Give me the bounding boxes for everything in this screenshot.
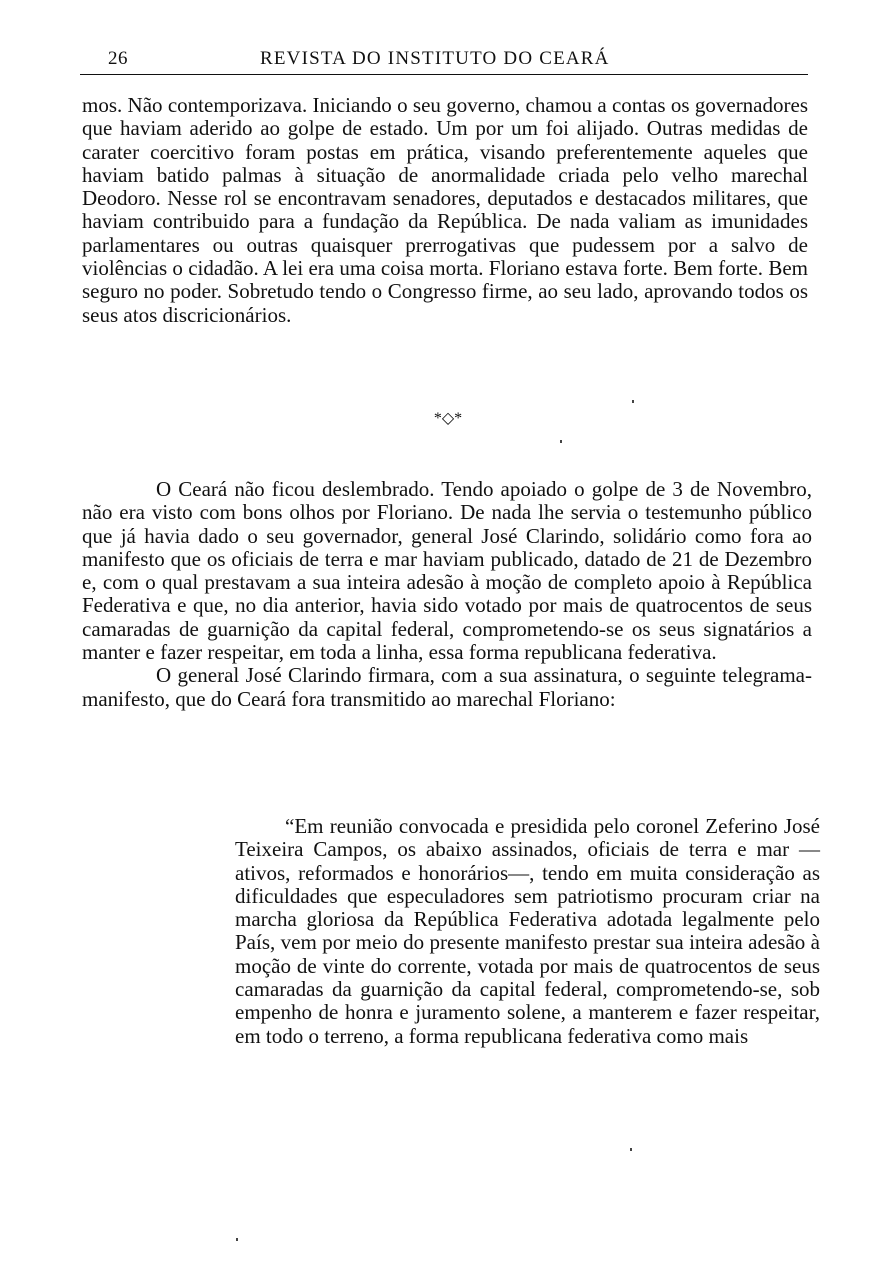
opening-paragraph-block — [82, 94, 808, 327]
telegram-quote-block — [235, 815, 820, 1048]
print-speck — [632, 400, 634, 403]
page-number: 26 — [108, 48, 128, 69]
ceara-paragraph: O Ceará não ficou deslembrado. Tendo apoiado o golpe de 3 de Novembro, não era visto com bons olhos por Floriano. De nada lhe servia o testemunho público que já havia dado o seu governador, general José Clarindo, solidário como fora ao manifesto que os oficiais de terra e mar haviam publicado, datado de 21 de Dezembro e, com o qual prestavam a sua inteira adesão à moção de completo apoio à República Federativa e que, no dia anterior, havia sido votado por mais de quatrocentos de seus camaradas de guarnição da capital federal, comprometendo-se os seus signatários a manter e fazer respeitar, em toda a linha, essa forma republicana federativa. — [82, 477, 812, 665]
page-header — [80, 44, 808, 75]
telegram-quote: “Em reunião convocada e presidida pelo coronel Zeferino José Teixeira Campos, os abaixo assinados, oficiais de terra e mar — ativos, reformados e honorários—, tendo em muita consideração as dificuldades que especuladores sem patriotismo procuram criar na marcha gloriosa da República Federativa adotada legalmente pelo País, vem por meio do presente manifesto prestar sua inteira adesão à moção de vinte do corrente, votada por mais de quatrocentos de seus camaradas da guarnição da capital federal, comprometendo-se, sob empenho de honra e juramento solene, a manterem e fazer respeitar, em todo o terreno, a forma republicana federativa como mais — [235, 814, 820, 1048]
print-speck — [630, 1148, 632, 1151]
opening-paragraph: mos. Não contemporizava. Iniciando o seu governo, chamou a contas os governadores que haviam aderido ao golpe de estado. Um por um foi alijado. Outras medidas de carater coercitivo foram postas em prática, visando preferentemente aqueles que haviam batido palmas à situação de anormalidade criada pelo velho marechal Deodoro. Nesse rol se encontravam senadores, deputados e destacados militares, que haviam contribuido para a fundação da República. De nada valiam as imunidades parlamentares ou outras quaisquer prerrogativas que pudessem por a salvo de violências o cidadão. A lei era uma coisa morta. Floriano estava forte. Bem forte. Bem seguro no poder. Sobretudo tendo o Congresso firme, ao seu lado, aprovando todos os seus atos discricionários. — [82, 93, 808, 327]
print-speck — [236, 1238, 238, 1241]
clarindo-paragraph: O general José Clarindo firmara, com a sua assinatura, o seguinte telegrama-manifesto, que do Ceará fora transmitido ao marechal Floriano: — [82, 663, 812, 711]
print-speck — [560, 440, 562, 443]
main-text-block — [82, 478, 812, 711]
running-head: REVISTA DO INSTITUTO DO CEARÁ — [260, 48, 610, 69]
section-divider-ornament: *◇* — [433, 410, 463, 427]
